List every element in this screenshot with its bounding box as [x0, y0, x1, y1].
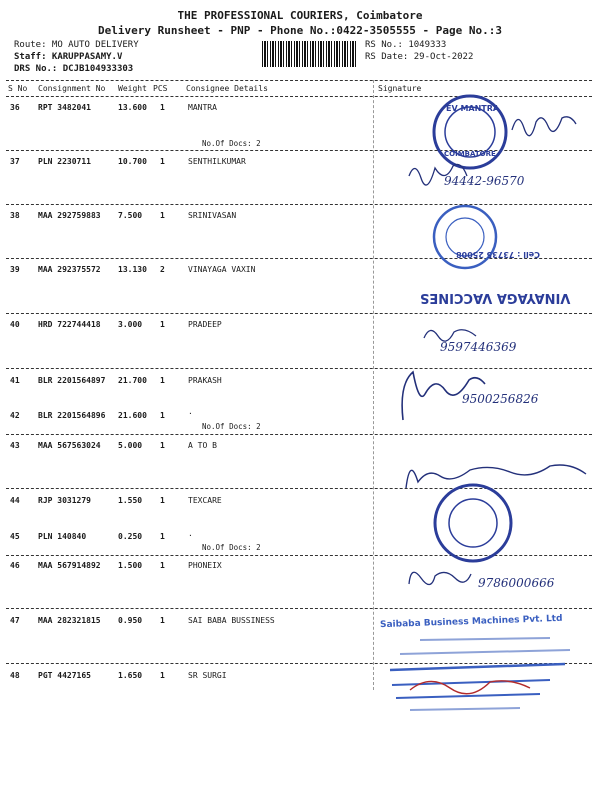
- row-consignment: PLN 140840: [38, 532, 87, 541]
- row-weight: 21.600: [118, 411, 147, 420]
- row-consignee: TEXCARE: [188, 496, 222, 505]
- handwritten-phone: 9500256826: [462, 392, 539, 406]
- row-sno: 45: [10, 532, 20, 541]
- row-consignee: SR SURGI: [188, 671, 227, 680]
- handwritten-phone: 9597446369: [440, 340, 517, 354]
- column-signature: Signature: [378, 84, 422, 93]
- company-title: THE PROFESSIONAL COURIERS, Coimbatore: [177, 9, 423, 22]
- row-consignment: MAA 567914892: [38, 561, 101, 570]
- row-pcs: 1: [160, 376, 165, 385]
- rs-number: RS No.: 1049333: [365, 40, 447, 50]
- handwritten-phone: 94442-96570: [444, 174, 525, 188]
- row-pcs: 1: [160, 441, 165, 450]
- row-weight: 21.700: [118, 376, 147, 385]
- row-docs: No.Of Docs: 2: [202, 422, 261, 431]
- stamp-network: [425, 203, 505, 275]
- row-weight: 13.600: [118, 103, 147, 112]
- row-consignment: MAA 567563024: [38, 441, 101, 450]
- staff-label: Staff: KARUPPASAMY.V: [14, 52, 123, 62]
- row-consignee: SENTHILKUMAR: [188, 157, 246, 166]
- signature-scribble: [510, 108, 580, 138]
- row-consignment: PLN 2230711: [38, 157, 91, 166]
- row-pcs: 1: [160, 561, 165, 570]
- row-docs: No.Of Docs: 2: [202, 139, 261, 148]
- row-sno: 39: [10, 265, 20, 274]
- row-pcs: 1: [160, 211, 165, 220]
- stamp-ev-mantra-bottom: COIMBATORE: [444, 150, 496, 158]
- row-consignment: RJP 3031279: [38, 496, 91, 505]
- row-divider: [6, 368, 592, 369]
- row-weight: 7.500: [118, 211, 143, 220]
- row-sno: 44: [10, 496, 20, 505]
- row-consignment: RPT 3482041: [38, 103, 91, 112]
- row-pcs: 2: [160, 265, 165, 274]
- column-consignee: Consignee Details: [186, 84, 268, 93]
- row-weight: 1.650: [118, 671, 143, 680]
- row-consignee: SAI BABA BUSSINESS: [188, 616, 275, 625]
- stamp-vinayaga: VINAYAGA VACCINES: [420, 290, 571, 305]
- rs-date: RS Date: 29-Oct-2022: [365, 52, 474, 62]
- row-divider: [6, 608, 592, 609]
- stamp-saibaba-lines: [380, 630, 580, 720]
- row-pcs: 1: [160, 532, 165, 541]
- signature-scribble: [405, 560, 475, 590]
- row-consignee: PHONEIX: [188, 561, 222, 570]
- handwritten-phone: 9786000666: [478, 576, 555, 590]
- row-weight: 5.000: [118, 441, 143, 450]
- row-sno: 37: [10, 157, 20, 166]
- row-consignee: VINAYAGA VAXIN: [188, 265, 256, 274]
- row-docs: No.Of Docs: 2: [202, 543, 261, 552]
- column-consignment: Consignment No: [38, 84, 106, 93]
- row-consignee: MANTRA: [188, 103, 217, 112]
- row-sno: 41: [10, 376, 20, 385]
- row-sno: 48: [10, 671, 20, 680]
- column-pcs: PCS: [153, 84, 168, 93]
- row-consignee: .: [188, 529, 193, 538]
- drs-number: DRS No.: DCJB104933303: [14, 64, 134, 74]
- row-weight: 10.700: [118, 157, 147, 166]
- row-pcs: 1: [160, 616, 165, 625]
- row-weight: 13.130: [118, 265, 147, 274]
- row-sno: 43: [10, 441, 20, 450]
- row-pcs: 1: [160, 157, 165, 166]
- row-pcs: 1: [160, 496, 165, 505]
- row-consignment: MAA 282321815: [38, 616, 101, 625]
- stamp-cell: Cell : 73735 25008: [456, 250, 540, 259]
- row-sno: 46: [10, 561, 20, 570]
- stamp-ev-mantra-top: EV MANTRA: [446, 104, 500, 113]
- row-consignee: PRADEEP: [188, 320, 222, 329]
- row-consignment: MAA 292759883: [38, 211, 101, 220]
- column-weight: Weight: [118, 84, 147, 93]
- row-sno: 38: [10, 211, 20, 220]
- row-pcs: 1: [160, 320, 165, 329]
- row-consignment: PGT 4427165: [38, 671, 91, 680]
- column-sno: S No: [8, 84, 28, 93]
- row-pcs: 1: [160, 103, 165, 112]
- row-consignment: BLR 2201564896: [38, 411, 106, 420]
- row-divider: [6, 313, 592, 314]
- row-consignee: SRINIVASAN: [188, 211, 237, 220]
- row-consignment: BLR 2201564897: [38, 376, 106, 385]
- row-sno: 42: [10, 411, 20, 420]
- divider: [6, 80, 592, 81]
- row-pcs: 1: [160, 671, 165, 680]
- row-pcs: 1: [160, 411, 165, 420]
- row-consignment: MAA 292375572: [38, 265, 101, 274]
- row-weight: 0.250: [118, 532, 143, 541]
- stamp-texcare: [428, 480, 518, 566]
- runsheet-title: Delivery Runsheet - PNP - Phone No.:0422-3505555 - Page No.:3: [98, 24, 502, 37]
- row-sno: 47: [10, 616, 20, 625]
- column-divider: [373, 80, 374, 690]
- stamp-saibaba: Saibaba Business Machines Pvt. Ltd: [379, 613, 563, 631]
- row-weight: 0.950: [118, 616, 143, 625]
- row-consignee: A TO B: [188, 441, 217, 450]
- row-weight: 1.500: [118, 561, 143, 570]
- row-consignment: HRD 722744418: [38, 320, 101, 329]
- row-divider: [6, 434, 592, 435]
- row-weight: 3.000: [118, 320, 143, 329]
- row-sno: 40: [10, 320, 20, 329]
- route-label: Route: MO AUTO DELIVERY: [14, 40, 139, 50]
- row-consignee: PRAKASH: [188, 376, 222, 385]
- row-sno: 36: [10, 103, 20, 112]
- row-weight: 1.550: [118, 496, 143, 505]
- barcode: [262, 41, 358, 67]
- row-consignee: .: [188, 407, 193, 416]
